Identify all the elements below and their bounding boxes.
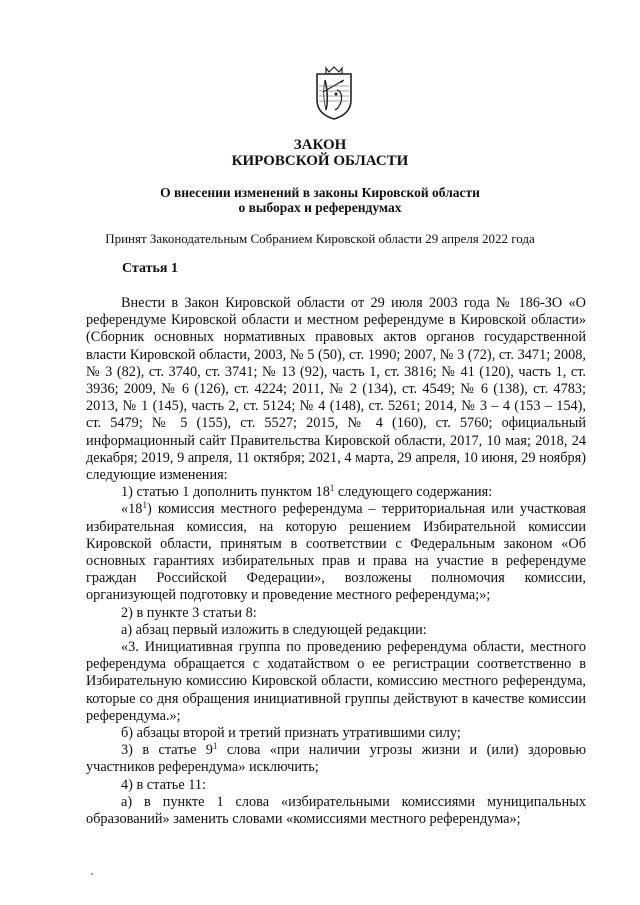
body-paragraph: 1) статью 1 дополнить пунктом $18^1$ следующего содержания: [121, 483, 493, 501]
body-paragraph: 4) в статье 11: [121, 776, 206, 793]
body-paragraph: 3) в статье $9^1$ слова «при наличии угрозы жизни и (или) здоровью участников референдума» исключить; [86, 741, 587, 776]
subtitle-line-1: О внесении изменений в законы Кировской области [160, 185, 480, 200]
body-paragraph: «3. Инициативная группа по проведению референдума области, местного референдума обращается с ходатайством о ее регистрации соответственно в Избирательную комиссию Кировской области, комиссию местного референдума, которые со дня обращения инициативной группы действуют в качестве комиссии референдума.»; [86, 639, 586, 724]
body-paragraph: «$18^1$) комиссия местного референдума – территориальная или участковая избирательная комиссия, на которую решением Избирательной комиссии Кировской области, принятым в соответствии с Федеральным законом «Об основных гарантиях избирательных прав и права на участие в референдуме граждан Российской Федерации», возложены полномочия комиссии, организующей подготовку и проведение местного референдума;»; [86, 500, 586, 604]
body-paragraph: а) в пункте 1 слова «избирательными комиссиями муниципальных образований» заменить словами «комиссиями местного референдума»; [86, 793, 586, 828]
article-body [86, 295, 586, 828]
law-subtitle [0, 185, 640, 215]
body-paragraph: 2) в пункте 3 статьи 8: [121, 604, 257, 621]
body-paragraph: б) абзацы второй и третий признать утратившими силу; [121, 725, 461, 742]
adoption-note: Принят Законодательным Собранием Кировской области 29 апреля 2022 года [105, 231, 535, 246]
coat-of-arms-emblem [313, 66, 355, 120]
subtitle-line-2: о выборах и референдумах [238, 200, 402, 215]
article-heading: Статья 1 [122, 261, 178, 276]
scan-speck [91, 873, 93, 875]
body-paragraph: Внести в Закон Кировской области от 29 июля 2003 года № 186-ЗО «О референдуме Кировской области и местном референдуме в Кировской области» (Сборник основных нормативных правовых актов органов государственной власти Кировской области, 2003, № 5 (50), ст. 1990; 2007, № 3 (72), ст. 3471; 2008, № 3 (82), ст. 3740, ст. 3741; № 13 (92), часть 1, ст. 3816; № 41 (120), часть 1, ст. 3936; 2009, № 6 (126), ст. 4224; 2011, № 2 (134), ст. 4549; № 6 (138), ст. 4783; 2013, № 1 (145), часть 2, ст. 5124; № 4 (148), ст. 5261; 2014, № 3 – 4 (153 – 154), ст. 5479; № 5 (155), ст. 5527; 2015, № 4 (160), ст. 5760; официальный информационный сайт Правительства Кировской области, 2017, 10 мая; 2018, 24 декабря; 2019, 9 апреля, 11 октября; 2021, 4 марта, 29 апреля, 10 июня, 29 ноября) следующие изменения: [86, 295, 586, 484]
document-title: ЗАКОН [293, 137, 347, 153]
region-title: КИРОВСКОЙ ОБЛАСТИ [231, 153, 409, 169]
body-paragraph: а) абзац первый изложить в следующей редакции: [121, 621, 427, 638]
